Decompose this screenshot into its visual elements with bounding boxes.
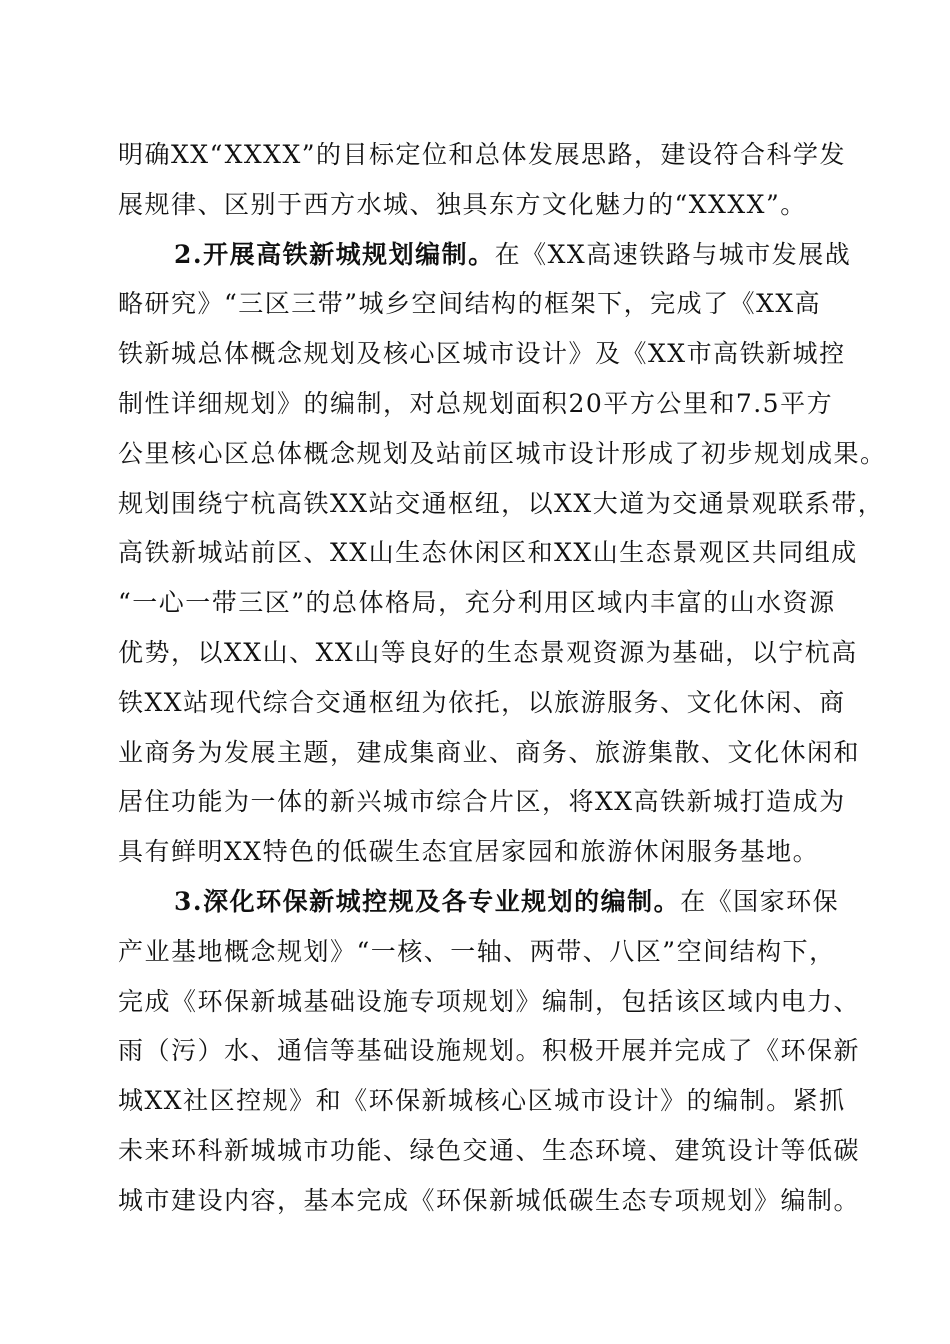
text-line: 铁新城总体概念规划及核心区城市设计》及《XX市高铁新城控 bbox=[118, 339, 846, 369]
text-line: 展规律、区别于西方水城、独具东方文化魅力的“XXXX”。 bbox=[118, 189, 807, 219]
paragraph-3 bbox=[118, 877, 861, 1226]
text-span: 在《国家环保 bbox=[680, 886, 840, 916]
text-line: 雨（污）水、通信等基础设施规划。积极开展并完成了《环保新 bbox=[118, 1036, 861, 1066]
text-line: 公里核心区总体概念规划及站前区城市设计形成了初步规划成果。 bbox=[118, 438, 887, 468]
text-line: 高铁新城站前区、XX山生态休闲区和XX山生态景观区共同组成 bbox=[118, 538, 858, 568]
section-heading-2: 2.开展高铁新城规划编制。 bbox=[174, 239, 495, 269]
text-line: 居住功能为一体的新兴城市综合片区，将XX高铁新城打造成为 bbox=[118, 787, 846, 817]
paragraph-2 bbox=[118, 230, 887, 877]
document-body bbox=[118, 130, 887, 1226]
paragraph-1 bbox=[118, 130, 848, 230]
text-line: 城XX社区控规》和《环保新城核心区城市设计》的编制。紧抓 bbox=[118, 1086, 846, 1116]
text-line: 产业基地概念规划》“一核、一轴、两带、八区”空间结构下， bbox=[118, 936, 836, 966]
text-line: 优势，以XX山、XX山等良好的生态景观资源为基础，以宁杭高 bbox=[118, 637, 858, 667]
section-heading-3: 3.深化环保新城控规及各专业规划的编制。 bbox=[174, 886, 681, 916]
text-line: 铁XX站现代综合交通枢纽为依托，以旅游服务、文化休闲、商 bbox=[118, 687, 846, 717]
text-line: 完成《环保新城基础设施专项规划》编制，包括该区域内电力、 bbox=[118, 986, 861, 1016]
text-line bbox=[118, 877, 848, 927]
text-line: 规划围绕宁杭高铁XX站交通枢纽，以XX大道为交通景观联系带， bbox=[118, 488, 885, 518]
text-line: 业商务为发展主题，建成集商业、商务、旅游集散、文化休闲和 bbox=[118, 737, 861, 767]
text-line: 未来环科新城城市功能、绿色交通、生态环境、建筑设计等低碳 bbox=[118, 1135, 861, 1165]
text-line: 略研究》“三区三带”城乡空间结构的框架下，完成了《XX高 bbox=[118, 289, 822, 319]
text-line: 制性详细规划》的编制，对总规划面积20平方公里和7.5平方 bbox=[118, 388, 834, 418]
text-line: “一心一带三区”的总体格局，充分利用区域内丰富的山水资源 bbox=[118, 588, 836, 618]
text-line: 城市建设内容，基本完成《环保新城低碳生态专项规划》编制。 bbox=[118, 1185, 861, 1215]
text-line: 明确XX“XXXX”的目标定位和总体发展思路，建设符合科学发 bbox=[118, 140, 847, 169]
text-line bbox=[118, 230, 852, 280]
text-line: 具有鲜明XX特色的低碳生态宜居家园和旅游休闲服务基地。 bbox=[118, 837, 820, 867]
text-span: 在《XX高速铁路与城市发展战 bbox=[494, 239, 852, 269]
